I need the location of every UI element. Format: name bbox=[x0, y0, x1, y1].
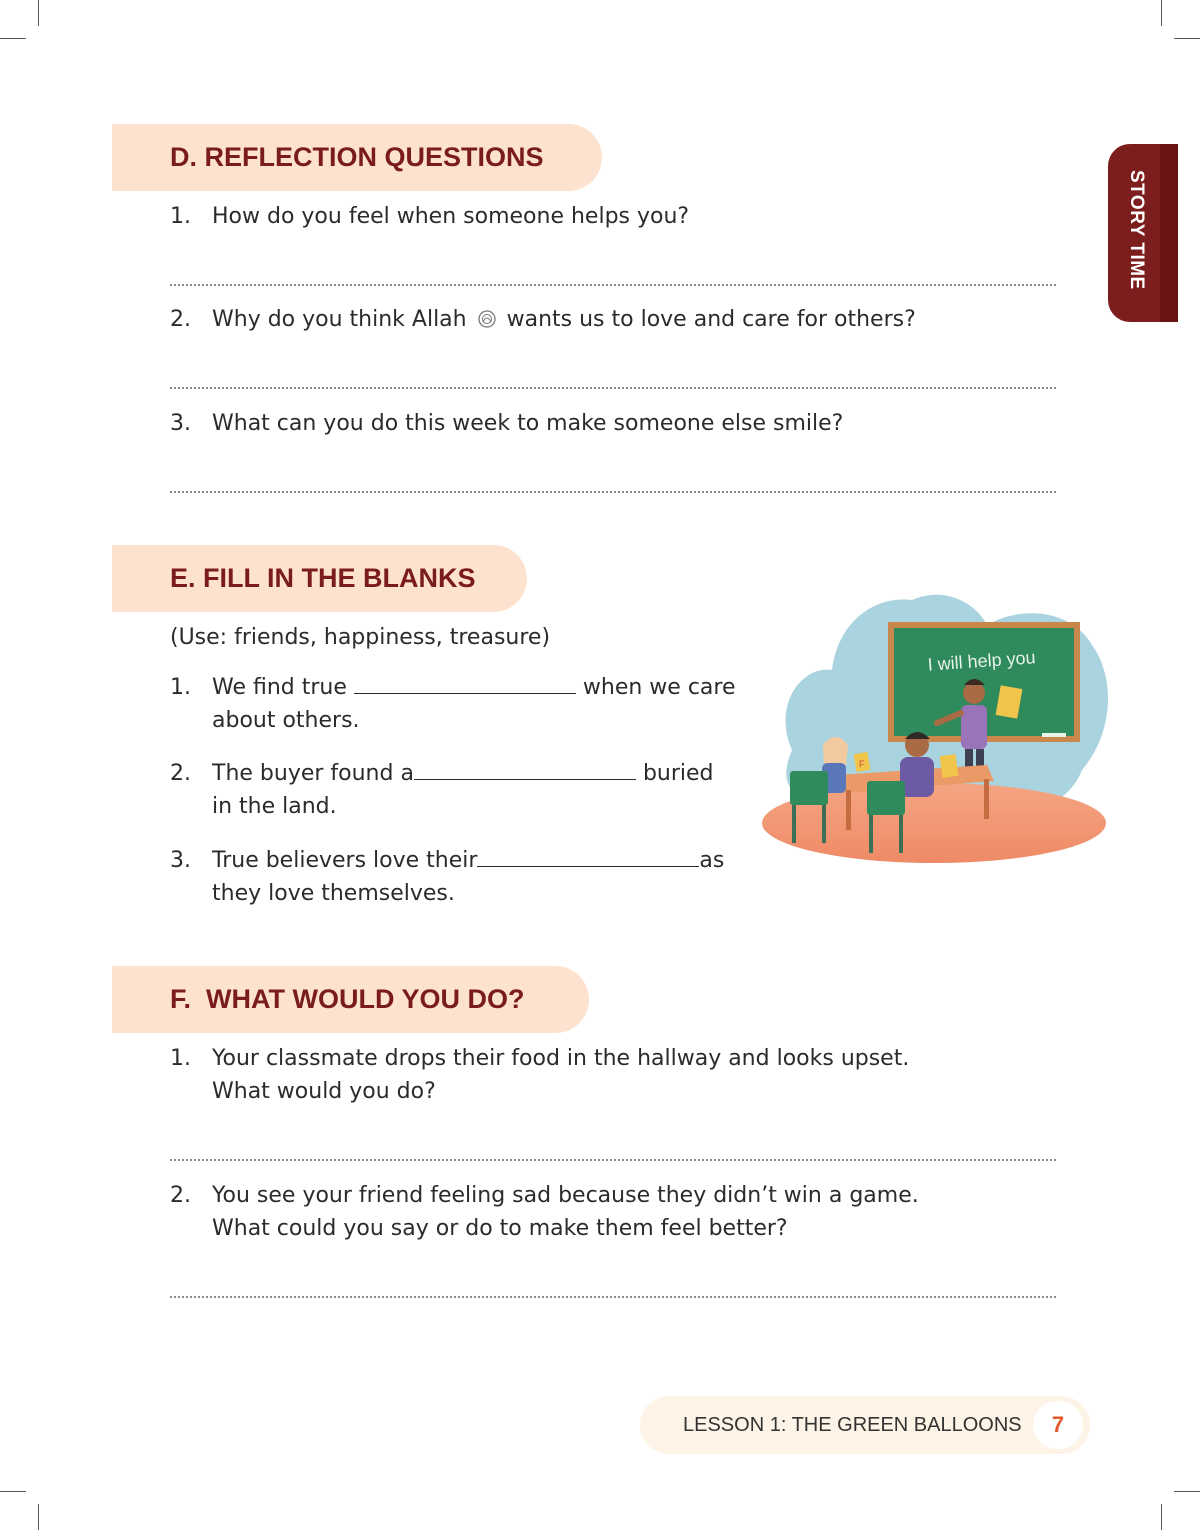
item-text-before: True believers love their bbox=[212, 848, 478, 873]
blank-answer-1[interactable] bbox=[354, 671, 576, 694]
section-d-header bbox=[112, 124, 602, 191]
question-number: 2. bbox=[170, 307, 191, 332]
story-time-tab-edge bbox=[1160, 144, 1178, 322]
crop-mark bbox=[1174, 1491, 1200, 1492]
item-text-before: The buyer found a bbox=[212, 761, 414, 786]
item-line-2: about others. bbox=[212, 708, 360, 733]
crop-mark bbox=[1161, 1504, 1162, 1530]
question-line-2: What could you say or do to make them feel better? bbox=[212, 1216, 788, 1241]
question-line-2: What would you do? bbox=[212, 1079, 436, 1104]
arabic-honorific-icon bbox=[476, 308, 498, 330]
answer-line-f1[interactable] bbox=[170, 1159, 1056, 1161]
item-line-1 bbox=[212, 844, 724, 877]
classroom-illustration bbox=[762, 585, 1112, 870]
item-number: 1. bbox=[170, 675, 191, 700]
story-time-label: STORY TIME bbox=[1126, 170, 1147, 290]
item-text-after: buried bbox=[635, 761, 714, 786]
question-text bbox=[212, 303, 916, 336]
question-number: 1. bbox=[170, 1046, 191, 1071]
item-number: 3. bbox=[170, 848, 191, 873]
item-text-after: when we care bbox=[575, 675, 736, 700]
question-number: 3. bbox=[170, 411, 191, 436]
item-text-before: We find true bbox=[212, 675, 354, 700]
answer-line-d2[interactable] bbox=[170, 387, 1056, 389]
section-f-header bbox=[112, 966, 589, 1033]
section-f-title: F. WHAT WOULD YOU DO? bbox=[170, 984, 525, 1014]
question-line-1: Your classmate drops their food in the hallway and looks upset. bbox=[212, 1046, 910, 1071]
item-number: 2. bbox=[170, 761, 191, 786]
answer-line-f2[interactable] bbox=[170, 1296, 1056, 1298]
page-number: 7 bbox=[1051, 1412, 1065, 1437]
blank-answer-3[interactable] bbox=[477, 844, 699, 867]
card-letter: F bbox=[859, 759, 865, 769]
crop-mark bbox=[38, 0, 39, 26]
answer-line-d1[interactable] bbox=[170, 284, 1056, 286]
crop-mark bbox=[1161, 0, 1162, 26]
section-e-title: E. FILL IN THE BLANKS bbox=[170, 563, 476, 593]
section-d-title: D. REFLECTION QUESTIONS bbox=[170, 142, 544, 172]
crop-mark bbox=[0, 1491, 26, 1492]
item-text-after: as bbox=[699, 848, 725, 873]
crop-mark bbox=[1174, 38, 1200, 39]
item-line-1 bbox=[212, 757, 714, 790]
item-line-2: they love themselves. bbox=[212, 881, 455, 906]
question-number: 1. bbox=[170, 204, 191, 229]
chalkboard-text: I will help you bbox=[926, 647, 1037, 675]
crop-mark bbox=[0, 38, 26, 39]
question-number: 2. bbox=[170, 1183, 191, 1208]
blank-answer-2[interactable] bbox=[414, 757, 636, 780]
word-bank-hint: (Use: friends, happiness, treasure) bbox=[170, 625, 551, 650]
question-text: What can you do this week to make someone else smile? bbox=[212, 411, 844, 436]
question-text: How do you feel when someone helps you? bbox=[212, 204, 690, 229]
question-text-before: Why do you think Allah bbox=[212, 307, 467, 332]
lesson-label: LESSON 1: THE GREEN BALLOONS bbox=[683, 1414, 1022, 1436]
question-text-after: wants us to love and care for others? bbox=[506, 307, 916, 332]
item-line-2: in the land. bbox=[212, 794, 337, 819]
crop-mark bbox=[38, 1504, 39, 1530]
item-line-1 bbox=[212, 671, 736, 704]
question-line-1: You see your friend feeling sad because they didn’t win a game. bbox=[212, 1183, 919, 1208]
answer-line-d3[interactable] bbox=[170, 491, 1056, 493]
section-e-header bbox=[112, 545, 527, 612]
